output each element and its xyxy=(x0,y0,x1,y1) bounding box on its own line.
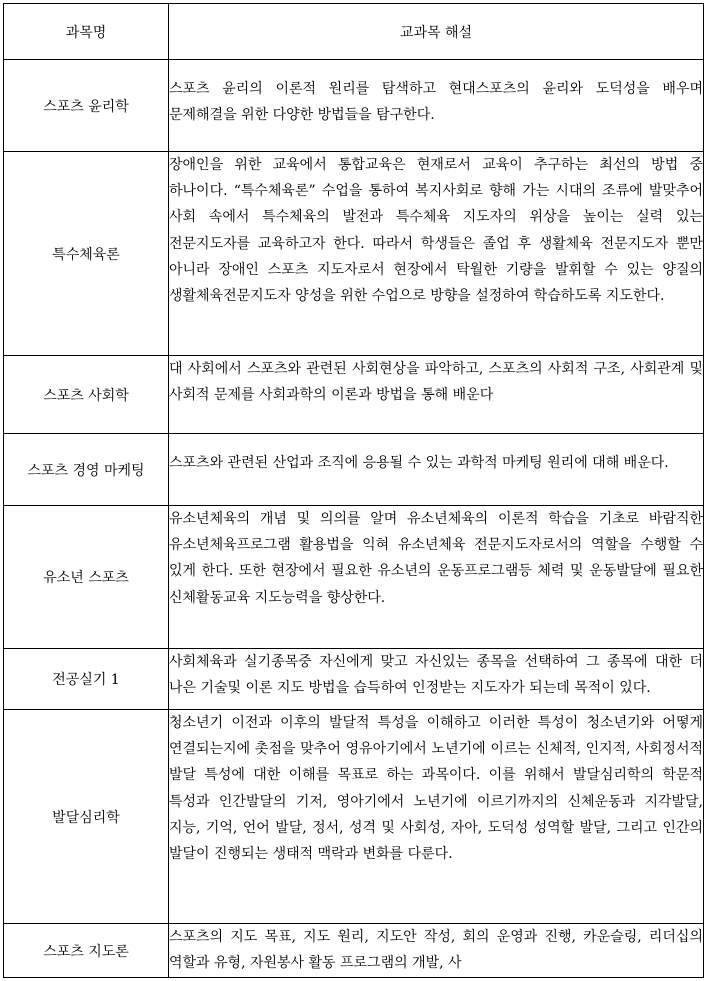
table-row xyxy=(4,356,704,434)
course-name: 스포츠 지도론 xyxy=(4,924,169,978)
course-description: 스포츠 윤리의 이론적 원리를 탐색하고 현대스포츠의 윤리와 도덕성을 배우며 문제해결을 위한 다양한 방법들을 탐구한다. xyxy=(169,60,704,152)
course-description: 사회체육과 실기종목중 자신에게 맞고 자신있는 종목을 선택하여 그 종목에 대한 더 나은 기술및 이론 지도 방법을 습득하여 인정받는 지도자가 되는데 목적이 있다. xyxy=(169,649,704,710)
table-row xyxy=(4,649,704,710)
course-name: 스포츠 윤리학 xyxy=(4,60,169,152)
course-description: 장애인을 위한 교육에서 통합교육은 현재로서 교육이 추구하는 최선의 방법 중 하나이다. “특수체육론” 수업을 통하여 복지사회로 향해 가는 시대의 조류에 발맞추어 사회 속에서 특수체육의 발전과 특수체육 지도자의 위상을 높이는 실력 있는 전문지도자를 교육하고자 한다. 따라서 학생들은 졸업 후 생활체육 전문지도자 뿐만 아니라 장애인 스포츠 지도자로서 현장에서 탁월한 기량을 발휘할 수 있는 양질의 생활체육전문지도자 양성을 위한 수업으로 방향을 설정하여 학습하도록 지도한다. xyxy=(169,152,704,356)
course-name: 발달심리학 xyxy=(4,710,169,924)
course-description: 스포츠의 지도 목표, 지도 원리, 지도안 작성, 회의 운영과 진행, 카운슬링, 리더십의 역할과 유형, 자원봉사 활동 프로그램의 개발, 사 xyxy=(169,929,703,972)
table-row xyxy=(4,710,704,924)
course-name: 유소년 스포츠 xyxy=(4,506,169,649)
course-name: 특수체육론 xyxy=(4,152,169,356)
course-name: 스포츠 사회학 xyxy=(4,356,169,434)
table-row xyxy=(4,506,704,649)
course-description: 청소년기 이전과 이후의 발달적 특성을 이해하고 이러한 특성이 청소년기와 어떻게 연결되는지에 촛점을 맞추어 영유아기에서 노년기에 이르는 신체적, 인지적, 사회정서적 발달 특성에 대한 이해를 목표로 하는 과목이다. 이를 위해서 발달심리학의 학문적 특성과 인간발달의 기저, 영아기에서 노년기에 이르기까지의 신체운동과 지각발달, 지능, 기억, 언어 발달, 정서, 성격 및 사회성, 자아, 도덕성 성역할 발달, 그리고 인간의 발달이 진행되는 생태적 맥락과 변화를 다룬다. xyxy=(169,710,704,924)
header-course-description: 교과목 해설 xyxy=(169,4,704,60)
course-name: 전공실기 1 xyxy=(4,649,169,710)
course-description: 대 사회에서 스포츠와 관련된 사회현상을 파악하고, 스포츠의 사회적 구조, 사회관계 및 사회적 문제를 사회과학의 이론과 방법을 통해 배운다 xyxy=(169,356,704,434)
table-row xyxy=(4,924,704,978)
course-description: 스포츠와 관련된 산업과 조직에 응용될 수 있는 과학적 마케팅 원리에 대해 배운다. xyxy=(169,434,704,506)
course-description-table xyxy=(3,3,704,978)
table-row xyxy=(4,434,704,506)
course-name: 스포츠 경영 마케팅 xyxy=(4,434,169,506)
table-row xyxy=(4,60,704,152)
table-row xyxy=(4,152,704,356)
header-course-name: 과목명 xyxy=(4,4,169,60)
course-description: 유소년체육의 개념 및 의의를 알며 유소년체육의 이론적 학습을 기초로 바람직한 유소년체육프로그램 활용법을 익혀 유소년체육 전문지도자로서의 역할을 수행할 수 있게 한다. 또한 현장에서 필요한 유소년의 운동프로그램등 체력 및 운동발달에 필요한 신체활동교육 지도능력을 향상한다. xyxy=(169,506,704,649)
table-header-row xyxy=(4,4,704,60)
